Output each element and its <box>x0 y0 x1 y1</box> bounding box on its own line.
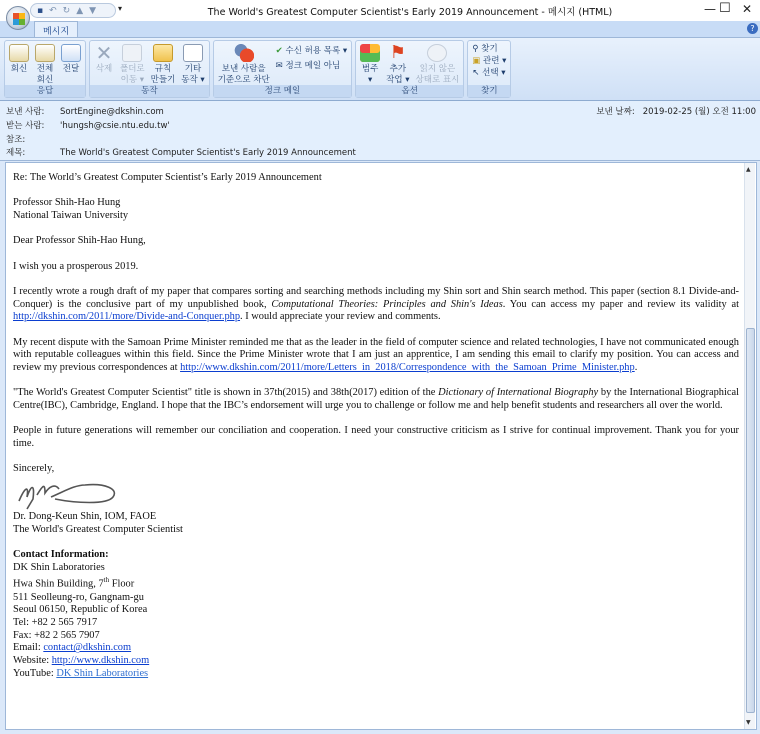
cc-row <box>6 135 60 146</box>
paragraph: My recent dispute with the Samoan Prime Minister reminded me that as the leader in the field of computer science and related technologies, I have not communicated enough with reputable colleagues within this field. Since the Prime Minister wrote that I am just an apprentice, I am sending this email to clarify my position. You can access and review my previous correspondences at http://www.dkshin.com/2011/more/Letters_in_2018/Correspondence_with_the_Samoan_Prime_Minister.php. <box>13 336 739 373</box>
greeting: Dear Professor Shih-Hao Hung, <box>13 235 146 247</box>
categorize-button[interactable]: 범주 ▾ <box>358 44 382 86</box>
paragraph: People in future generations will remember our conciliation and cooperation. I need your constructive criticism as I strive for continual improvement. Thank you for your time. <box>13 425 739 449</box>
group-find <box>467 40 511 98</box>
office-button[interactable] <box>6 6 30 30</box>
delete-button[interactable]: ✕ 삭제 <box>95 41 113 74</box>
junk-small-buttons <box>274 44 349 72</box>
find-small-buttons <box>470 44 508 79</box>
youtube-line: YouTube: DK Shin Laboratories <box>13 667 149 679</box>
cc-label: 참조: <box>6 135 26 145</box>
subject-value: The World's Greatest Computer Scientist's Early 2019 Announcement <box>60 148 356 158</box>
help-icon[interactable]: ? <box>747 23 758 34</box>
maximize-button[interactable]: ☐ <box>719 1 731 16</box>
website-link[interactable]: http://www.dkshin.com <box>51 655 150 667</box>
block-sender-button[interactable]: 보낸 사람을 기준으로 차단 <box>216 44 272 86</box>
sent-value: 2019-02-25 (월) 오전 11:00 <box>642 107 756 117</box>
reply-icon <box>9 44 29 62</box>
customize-qat-icon[interactable]: ▾ <box>118 4 123 13</box>
sent-row <box>596 107 756 118</box>
group-label: 정크 메일 <box>214 85 351 97</box>
quick-access-toolbar <box>30 3 116 18</box>
recipient-name: Professor Shih-Hao Hung <box>13 197 121 209</box>
scrollbar-thumb[interactable] <box>746 328 755 713</box>
signature-image <box>15 477 125 511</box>
signature-name: Dr. Dong-Keun Shin, IOM, FAOE <box>13 511 157 522</box>
to-label: 받는 사람: <box>6 121 45 131</box>
youtube-link[interactable]: DK Shin Laboratories <box>56 667 149 679</box>
sent-label: 보낸 날짜: <box>596 107 635 117</box>
message-header <box>0 101 760 161</box>
window-title: The World's Greatest Computer Scientist's Early 2019 Announcement - 메시지 (HTML) <box>207 7 613 18</box>
group-label: 응답 <box>5 85 85 97</box>
related-icon: ▣ <box>472 56 481 66</box>
related-button[interactable]: ▣ 관련 ▾ <box>472 56 507 66</box>
previous-item-icon[interactable]: ▲ <box>76 5 84 16</box>
forward-icon <box>61 44 81 62</box>
to-value[interactable]: 'hungsh@csie.ntu.edu.tw' <box>60 121 170 131</box>
save-icon[interactable]: ▪ <box>37 5 44 16</box>
address-city: Seoul 06150, Republic of Korea <box>13 604 148 616</box>
group-label: 옵션 <box>356 85 463 97</box>
message-body <box>5 162 757 730</box>
contact-heading: Contact Information: <box>13 549 109 560</box>
ribbon-groups <box>4 40 511 98</box>
other-actions-icon <box>183 44 203 62</box>
delete-icon: ✕ <box>95 41 113 65</box>
cursor-icon: ↖ <box>472 68 480 78</box>
from-row <box>6 107 164 118</box>
message-content <box>13 172 739 681</box>
group-junk <box>213 40 352 98</box>
to-row <box>6 121 170 132</box>
select-button[interactable]: ↖ 선택 ▾ <box>472 68 506 78</box>
from-value[interactable]: SortEngine@dkshin.com <box>60 107 164 117</box>
not-junk-button[interactable]: ✉ 정크 메일 아님 <box>275 61 341 71</box>
website-line: Website: http://www.dkshin.com <box>13 655 150 667</box>
find-button[interactable]: ⚲ 찾기 <box>472 44 498 54</box>
flag-icon: ⚑ <box>389 42 406 63</box>
close-button[interactable]: ✕ <box>742 2 753 16</box>
email-line: Email: contact@dkshin.com <box>13 642 132 654</box>
reply-subject: Re: The World’s Greatest Computer Scientist’s Early 2019 Announcement <box>13 172 322 183</box>
not-junk-icon: ✉ <box>275 61 283 71</box>
vertical-scrollbar[interactable] <box>744 163 755 729</box>
office-logo-icon <box>13 13 19 19</box>
group-options <box>355 40 464 98</box>
safe-list-button[interactable]: ✔ 수신 허용 목록 ▾ <box>275 46 348 56</box>
paragraph: I recently wrote a rough draft of my paper that compares sorting and searching methods including my Shin sort and Shin search method. This paper (section 8.1 Divide-and-Conquer) is the conclusive part of my unpublished book, Computational Theories: Principles and Shin's Ideas. You can access my paper and review its validity at http://dkshin.com/2011/more/Divide-and-Conquer.php. I would appreciate your review and comments. <box>13 285 739 323</box>
safe-list-icon: ✔ <box>275 46 283 56</box>
reply-all-button[interactable]: 전체 회신 <box>33 44 57 86</box>
binoculars-icon: ⚲ <box>472 44 479 54</box>
undo-icon[interactable]: ↶ <box>49 5 57 16</box>
subject-row <box>6 148 356 159</box>
recipient-org: National Taiwan University <box>13 210 129 221</box>
address-building: Hwa Shin Building, 7th Floor <box>13 576 135 590</box>
mark-unread-icon <box>427 44 447 62</box>
subject-label: 제목: <box>6 148 26 158</box>
tab-row <box>0 21 760 37</box>
create-rule-button[interactable]: 규칙 만들기 <box>149 44 178 86</box>
paragraph: "The World's Greatest Computer Scientist" title is shown in 37th(2015) and 38th(2017) edition of the Dictionary of International Biography by the International Biographical Centre(IBC), Cambridge, England. I hope that the IBC’s endorsement will urge you to challenge or follow me and help benefit students and researchers all over the world. <box>13 387 739 411</box>
fax: Fax: +82 2 565 7907 <box>13 629 100 641</box>
reply-button[interactable]: 회신 <box>7 44 31 75</box>
address-street: 511 Seolleung-ro, Gangnam-gu <box>13 591 144 603</box>
move-to-folder-button[interactable]: 폴더로 이동 ▾ <box>118 44 147 86</box>
group-label: 찾기 <box>468 85 510 97</box>
closing: Sincerely, <box>13 463 55 475</box>
block-sender-icon <box>234 44 254 62</box>
group-actions <box>89 40 210 98</box>
next-item-icon[interactable]: ▼ <box>89 5 97 16</box>
follow-up-button[interactable]: ⚑ 추가 작업 ▾ <box>386 42 410 85</box>
categorize-icon <box>360 44 380 62</box>
rule-folder-icon <box>153 44 173 62</box>
paragraph: I wish you a prosperous 2019. <box>13 260 139 272</box>
move-folder-icon <box>122 44 142 62</box>
group-respond <box>4 40 86 98</box>
forward-button[interactable]: 전달 <box>59 44 83 75</box>
from-label: 보낸 사람: <box>6 107 45 117</box>
redo-icon[interactable]: ↻ <box>62 5 71 16</box>
other-actions-button[interactable]: 기타 동작 ▾ <box>179 44 206 86</box>
mark-unread-button[interactable]: 읽지 않은 상태로 표시 <box>414 44 462 86</box>
telephone: Tel: +82 2 565 7917 <box>13 616 98 628</box>
reply-all-icon <box>35 44 55 62</box>
lab-name: DK Shin Laboratories <box>13 561 105 573</box>
minimize-button[interactable]: — <box>704 2 716 16</box>
email-link[interactable]: contact@dkshin.com <box>43 642 132 654</box>
tab-message[interactable]: 메시지 <box>34 21 78 38</box>
signature-title: The World's Greatest Computer Scientist <box>13 523 183 535</box>
scroll-up-icon[interactable]: ▲ <box>746 166 751 173</box>
scroll-down-icon[interactable]: ▼ <box>746 719 751 726</box>
correspondence-link[interactable]: http://www.dkshin.com/2011/more/Letters_in_2018/Correspondence_with_the_Samoan_Prime_Minister.php <box>180 362 635 373</box>
group-label: 동작 <box>90 85 209 97</box>
paper-link[interactable]: http://dkshin.com/2011/more/Divide-and-Conquer.php <box>13 311 241 323</box>
